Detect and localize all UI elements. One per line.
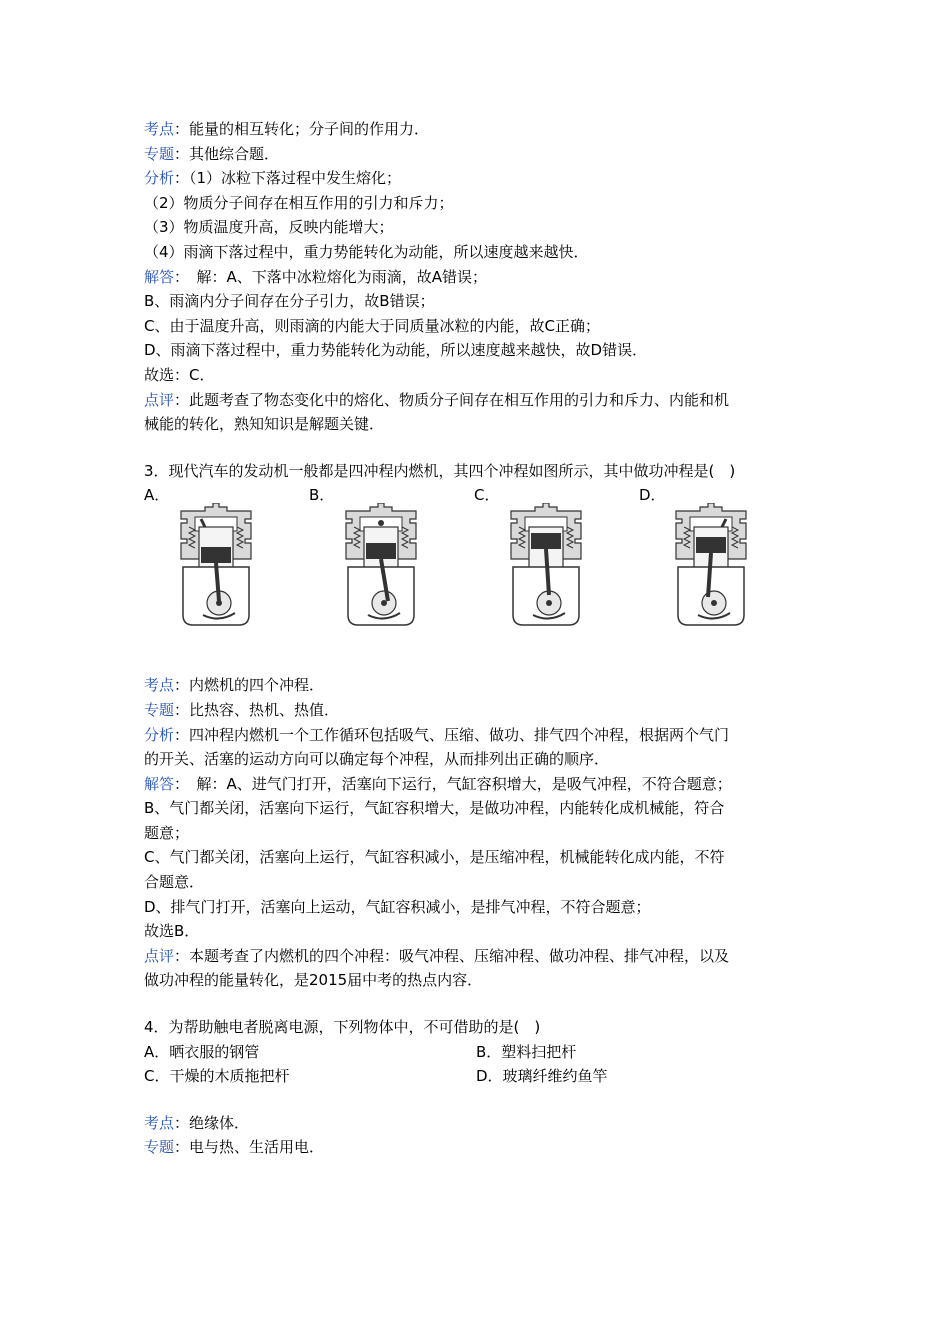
text-line: D、雨滴下落过程中，重力势能转化为动能，所以速度越来越快，故D错误． bbox=[144, 341, 648, 360]
figure-c bbox=[474, 483, 639, 507]
dianping-label: 点评 bbox=[144, 946, 175, 965]
q2-jieda: 解答： 解：A、下落中冰粒熔化为雨滴，故A错误； bbox=[144, 267, 488, 286]
option-a: A．晒衣服的钢管 bbox=[144, 1042, 260, 1061]
kaodian-label: 考点 bbox=[144, 676, 175, 695]
text-line: C、由于温度升高，则雨滴的内能大于同质量冰粒的内能，故C正确； bbox=[144, 316, 600, 335]
figure-a bbox=[144, 483, 309, 507]
kaodian-label: 考点 bbox=[144, 120, 175, 138]
jieda-label: 解答 bbox=[144, 774, 175, 793]
dianping-label: 点评 bbox=[144, 390, 175, 409]
text-line: B、雨滴内分子间存在分子引力，故B错误； bbox=[144, 292, 435, 311]
q3-dianping: 点评：本题考查了内燃机的四个冲程：吸气冲程、压缩冲程、做功冲程、排气冲程，以及 bbox=[144, 946, 730, 965]
q4-options-row bbox=[144, 1040, 814, 1065]
text-line: （4）雨滴下落过程中，重力势能转化为动能，所以速度越来越快． bbox=[144, 242, 589, 261]
engine-exhaust-icon bbox=[667, 503, 757, 629]
figure-label: B． bbox=[309, 486, 335, 505]
q2-zhuanti: 专题：其他综合题． bbox=[144, 144, 280, 163]
q4-kaodian: 考点：绝缘体． bbox=[144, 1113, 250, 1132]
q4-question: 4．为帮助触电者脱离电源，下列物体中，不可借助的是( ) bbox=[144, 1018, 541, 1037]
q3-question: 3．现代汽车的发动机一般都是四冲程内燃机，其四个冲程如图所示，其中做功冲程是( ) bbox=[144, 461, 736, 480]
q3-fenxi: 分析：四冲程内燃机一个工作循环包括吸气、压缩、做功、排气四个冲程，根据两个气门 bbox=[144, 725, 730, 744]
text-line: （3）物质温度升高，反映内能增大； bbox=[144, 218, 394, 237]
fenxi-label: 分析 bbox=[144, 725, 175, 744]
q2-dianping: 点评：此题考查了物态变化中的熔化、物质分子间存在相互作用的引力和斥力、内能和机 bbox=[144, 390, 730, 409]
text-line: B、气门都关闭，活塞向下运行，气缸容积增大，是做功冲程，内能转化成机械能，符合 bbox=[144, 799, 725, 818]
engine-power-icon bbox=[337, 503, 427, 629]
jieda-label: 解答 bbox=[144, 267, 175, 286]
text-line: C、气门都关闭，活塞向上运行，气缸容积减小，是压缩冲程，机械能转化成内能，不符 bbox=[144, 848, 725, 867]
q2-kaodian: 考点：能量的相互转化；分子间的作用力． bbox=[144, 120, 430, 138]
zhuanti-label: 专题 bbox=[144, 1138, 175, 1157]
option-c: C．干燥的木质拖把杆 bbox=[144, 1067, 290, 1086]
option-d: D．玻璃纤维约鱼竿 bbox=[476, 1067, 608, 1086]
figure-label: C． bbox=[474, 486, 500, 505]
q3-jieda: 解答： 解：A、进气门打开，活塞向下运行，气缸容积增大，是吸气冲程，不符合题意； bbox=[144, 774, 732, 793]
option-b: B．塑料扫把杆 bbox=[476, 1042, 577, 1061]
text-line: （2）物质分子间存在相互作用的引力和斥力； bbox=[144, 193, 454, 212]
figure-label: A． bbox=[144, 486, 170, 505]
figure-b bbox=[309, 483, 474, 507]
text-line: 合题意． bbox=[144, 873, 205, 892]
fenxi-label: 分析 bbox=[144, 169, 175, 188]
q2-fenxi: 分析：（1）冰粒下落过程中发生熔化； bbox=[144, 169, 402, 188]
text-line: D、排气门打开，活塞向上运动，气缸容积减小，是排气冲程，不符合题意； bbox=[144, 897, 651, 916]
engine-intake-icon bbox=[172, 503, 262, 629]
text-line: 题意； bbox=[144, 823, 190, 842]
figure-d bbox=[639, 483, 804, 507]
text-line: 故选：C． bbox=[144, 365, 215, 384]
text-line: 故选B． bbox=[144, 922, 200, 941]
zhuanti-label: 专题 bbox=[144, 144, 175, 163]
q3-zhuanti: 专题：比热容、热机、热值． bbox=[144, 700, 340, 719]
q3-kaodian: 考点：内燃机的四个冲程． bbox=[144, 676, 325, 695]
kaodian-label: 考点 bbox=[144, 1113, 175, 1132]
q4-zhuanti: 专题：电与热、生活用电． bbox=[144, 1138, 325, 1157]
text-line: 械能的转化，熟知知识是解题关键． bbox=[144, 415, 385, 434]
q4-options-row bbox=[144, 1064, 814, 1089]
zhuanti-label: 专题 bbox=[144, 700, 175, 719]
document-page bbox=[144, 117, 814, 1160]
engine-compression-icon bbox=[502, 503, 592, 629]
q3-figures bbox=[144, 483, 814, 673]
text-line: 做功冲程的能量转化，是2015届中考的热点内容． bbox=[144, 971, 483, 990]
text-line: 的开关、活塞的运动方向可以确定每个冲程，从而排列出正确的顺序． bbox=[144, 750, 610, 769]
figure-label: D． bbox=[639, 486, 666, 505]
